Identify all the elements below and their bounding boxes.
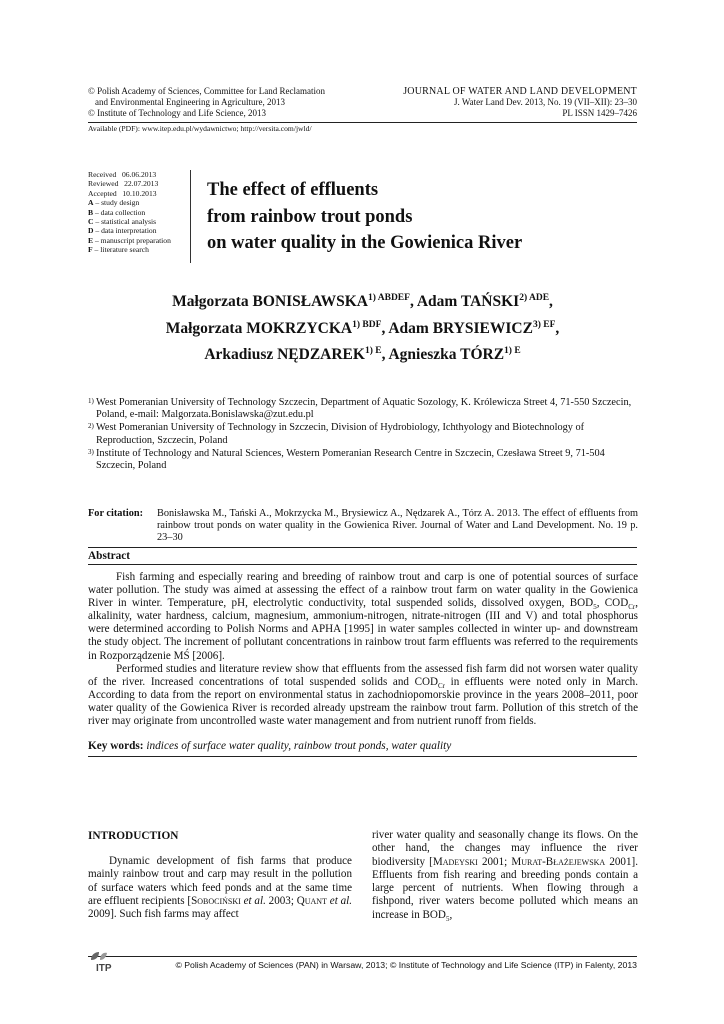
journal-reference: J. Water Land Dev. 2013, No. 19 (VII–XII): 23–30 [454,97,637,108]
author-affiliation: 1) E [364,346,382,356]
abstract-paragraph [88,663,638,728]
affiliation-text: West Pomeranian University of Technology Szczecin, Department of Aquatic Sozology, K. Królewicza Street 4, 71-550 Szczecin, Poland, e-mail: Malgorzata.Bonislawska@zut.edu.pl [96,397,632,421]
leaf-icon [88,950,124,972]
author-list [88,289,637,369]
availability-line[interactable]: Available (PDF): www.itep.edu.pl/wydawnictwo; http://versita.com/jwld/ [88,124,312,133]
abstract-text: in effluents were noted only in March. According to data from the report on environmental status in zachodniopomorskie province in the years 2008–2011, poor water quality of the Gowienica River is recorded already upstream the rainbow trout farm. Pollution of this stretch of the river may originate from uncontrolled waste water management and from nutrient runoff from fields. [88,675,639,728]
meta-divider [190,170,191,263]
abstract-text: , alkalinity, water hardness, calcium, magnesium, ammonium-nitrogen, nitrate-nitrogen (III and V) and total phosphorus were determined according to Polish Norms and APHA [1995] in water samples collected in winter up- and downstream the study object. The increment of pollutant concentrations in rainbow trout farm effluents was referred to the requirements in Rozporządzenie MŚ [2006]. [88,597,638,662]
intro-column-left [88,855,352,921]
citation-divider [88,547,637,548]
header-line: and Environmental Engineering in Agriculture, 2013 [95,97,285,108]
author-separator: , [555,319,560,337]
keywords [88,740,451,752]
affiliation-item [88,422,637,447]
header-divider [88,122,637,123]
author-affiliation: 1) ABDEF [367,293,410,303]
citation-text: Bonisławska M., Tański A., Mokrzycka M., Brysiewicz A., Nędzarek A., Tórz A. 2013. The effect of effluents from rainbow trout ponds on water quality in the Gowienica River. Journal of Water and Land Development. No. 19 p. 23–30 [157,508,638,544]
contribution-key: C [88,217,94,227]
contribution-item [88,236,188,245]
footer-divider [88,956,637,957]
accepted-row [88,189,188,198]
body-text: Dynamic development of fish farms that produce mainly rainbow trout and carp may result in the pollution of surface waters which feed ponds and at the same time are effluent recipients [ [88,855,352,907]
title-line: on water quality in the Gowienica River [207,233,523,253]
journal-header [403,86,637,120]
accepted-label: Accepted [88,188,117,198]
author-line [88,289,637,316]
author-name: Adam TAŃSKI [416,293,520,310]
reviewed-label: Reviewed [88,179,119,189]
author-separator: , [381,346,389,363]
body-text: 2001; [477,855,512,868]
affiliation-text: West Pomeranian University of Technology in Szczecin, Division of Hydrobiology, Ichthyology and Biotechnology of Reproduction, Szczecin, Poland [96,422,585,446]
abstract-text: Fish farming and especially rearing and breeding of rainbow trout and carp is one of potential sources of surface water pollution. The study was aimed at assessing the effect of a rainbow trout farm on water quality in the Gowienica River in winter. Temperature, pH, electrolytic conductivity, total suspended solids, dissolved oxygen, BOD [88,571,638,610]
publisher-header [88,86,325,120]
contribution-item [88,198,188,207]
body-text: 2003; [265,894,297,907]
header-line: © Polish Academy of Sciences, Committee for Land Reclamation [88,86,326,96]
reference-etal: et al. [329,894,352,907]
title-line: The effect of effluents [207,180,379,200]
contribution-key: E [88,235,94,245]
affiliation-item [88,397,637,422]
reference-etal: et al. [243,894,266,907]
header-line: © Institute of Technology and Life Science, 2013 [88,108,266,119]
reference-author: Madeyski [432,855,478,868]
author-name: Małgorzata BONISŁAWSKA [172,293,368,310]
author-affiliation: 1) BDF [352,319,382,330]
keywords-divider [88,756,637,757]
section-heading: INTRODUCTION [88,830,179,842]
abstract-divider [88,564,637,565]
author-affiliation: 1) E [504,346,521,356]
footer-copyright: © Polish Academy of Sciences (PAN) in Warsaw, 2013; © Institute of Technology and Life Science (ITP) in Falenty, 2013 [175,960,637,970]
article-title [207,177,522,257]
subscript: 5 [445,915,450,923]
author-affiliation: 2) ADE [519,293,550,303]
author-separator: , [549,293,553,310]
author-affiliation: 3) EF [532,319,556,330]
intro-column-right [372,829,638,922]
affiliation-number: 3) [88,447,94,456]
affiliation-number: 2) [88,422,94,431]
abstract-text: , COD [596,597,629,610]
author-name: Małgorzata MOKRZYCKA [165,319,353,337]
body-text: 2001]. Effluents from fish rearing and breeding ponds contain a large percent of nutrients. When flowing through a fishpond, river waters become polluted which means an increase in BOD [372,855,638,921]
itp-logo [88,950,124,972]
author-line [88,342,637,369]
received-label: Received [88,170,117,179]
citation-label: For citation: [88,508,143,519]
keywords-text: indices of surface water quality, rainbow trout ponds, water quality [146,740,452,752]
affiliation-item [88,448,637,473]
abstract-paragraph [88,571,638,663]
reference-author: Murat-Błażejewska [511,855,606,868]
reference-author: Sobociński [191,894,241,907]
contribution-item [88,217,188,226]
article-meta [88,170,188,255]
journal-name: JOURNAL OF WATER AND LAND DEVELOPMENT [403,86,637,97]
affiliation-number: 1) [88,397,94,405]
author-name: Arkadiusz NĘDZAREK [204,346,365,363]
contribution-key: D [88,226,94,236]
author-line [88,316,637,343]
body-text: river water quality and seasonally change its flows. On the other hand, the changes may influence the river biodiversity [ [372,829,638,868]
contribution-key: B [88,207,94,217]
contribution-text: – data collection [93,207,146,217]
contribution-item [88,208,188,217]
body-text: , [449,908,453,921]
author-separator: , [409,293,417,310]
subscript: Cr [438,681,445,690]
author-name: Agnieszka TÓRZ [388,346,505,363]
contribution-item [88,245,188,254]
reviewed-date: 22.07.2013 [124,179,159,189]
contribution-key: A [88,198,94,208]
journal-issn: PL ISSN 1429–7426 [562,108,637,119]
contribution-text: – manuscript preparation [93,235,171,245]
author-name: Adam BRYSIEWICZ [388,319,533,337]
author-separator: , [381,319,389,337]
accepted-date: 10.10.2013 [122,188,157,198]
title-line: from rainbow trout ponds [207,206,413,227]
affiliation-text: Institute of Technology and Natural Sciences, Western Pomeranian Research Centre in Szczecin, Czesława Street 9, 71-504 Szczecin, Poland [96,447,605,472]
subscript: 5 [593,603,597,612]
contribution-text: – statistical analysis [93,217,157,227]
contribution-text: – study design [93,198,140,208]
abstract-text: Performed studies and literature review show that effluents from the assessed fish farm did not worsen water quality of the river. Increased concentrations of total suspended solids and COD [88,662,638,688]
logo-text: ITP [96,963,112,972]
contribution-item [88,226,188,235]
contribution-text: – literature search [92,245,149,255]
subscript: Cr [628,603,636,612]
keywords-label: Key words: [88,740,144,752]
affiliations [88,397,637,473]
reference-author: Quant [296,894,327,907]
received-row [88,170,188,179]
abstract-heading: Abstract [88,550,131,562]
reviewed-row [88,179,188,188]
abstract-body [88,571,638,728]
body-text: 2009]. Such fish farms may affect [88,908,239,921]
contribution-text: – data interpretation [93,226,157,236]
received-date: 06.06.2013 [121,170,157,179]
contribution-key: F [88,245,93,255]
